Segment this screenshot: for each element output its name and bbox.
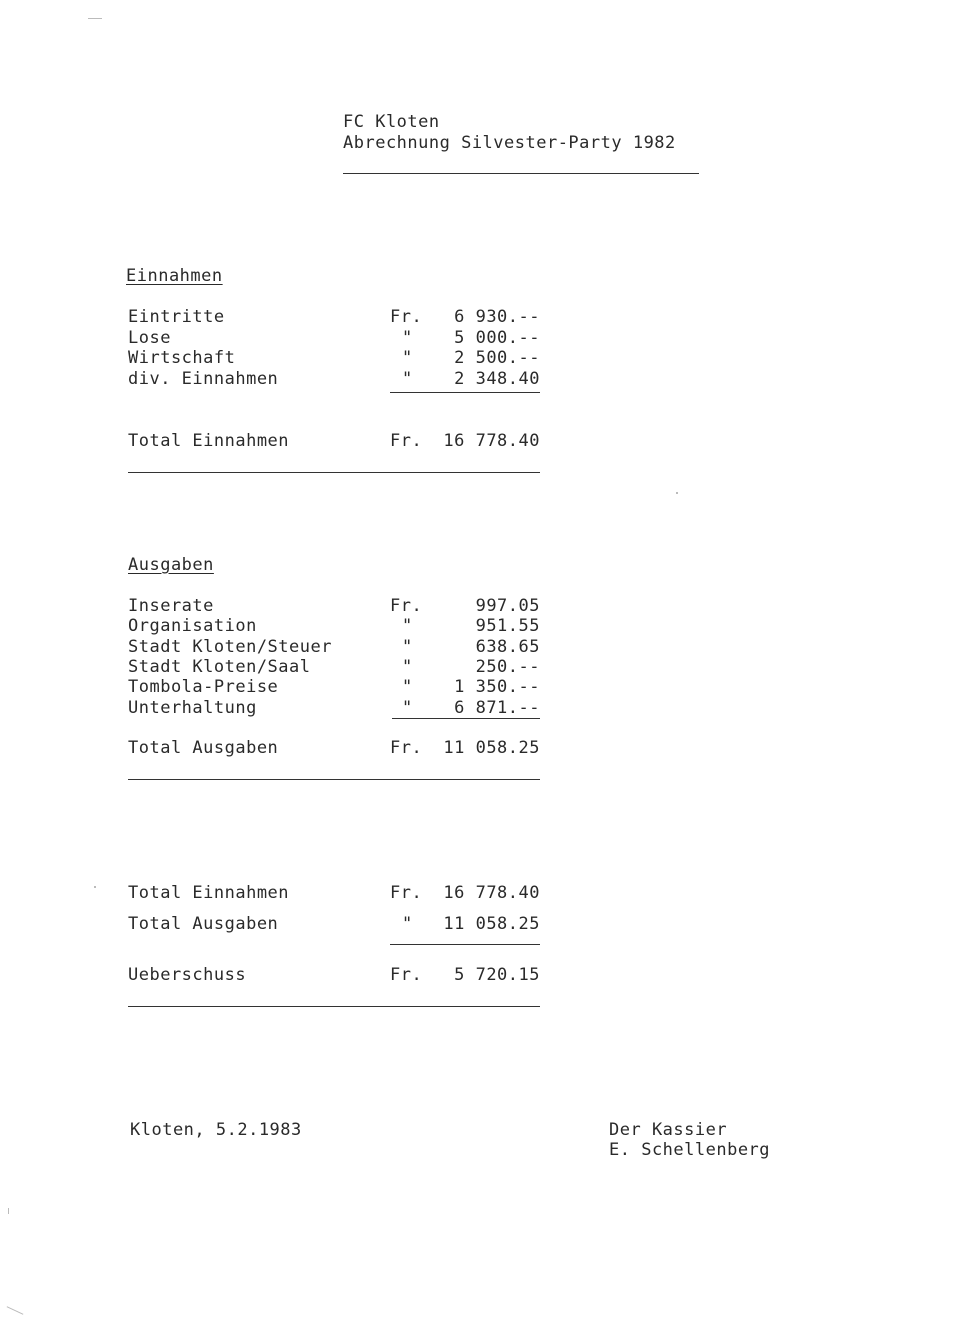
result-row — [0, 965, 960, 986]
total-rule — [128, 472, 540, 473]
subtotal-rule — [390, 392, 540, 393]
row-amount: 5 000.-- — [454, 328, 540, 348]
table-row — [0, 657, 960, 678]
row-label: Eintritte — [128, 307, 225, 327]
summary-label: Total Einnahmen — [128, 883, 290, 903]
row-label: Lose — [128, 328, 171, 348]
subtotal-rule — [390, 944, 540, 945]
row-currency: Fr. — [390, 596, 423, 616]
row-amount: 6 930.-- — [454, 307, 540, 327]
row-label: Inserate — [128, 596, 214, 616]
row-amount: 250.-- — [475, 657, 540, 677]
scan-speck — [676, 492, 678, 494]
result-currency: Fr. — [390, 965, 423, 985]
row-amount: 1 350.-- — [454, 677, 540, 697]
row-currency: " — [402, 348, 413, 368]
row-label: Wirtschaft — [128, 348, 236, 368]
row-label: Tombola-Preise — [128, 677, 279, 697]
table-row — [0, 637, 960, 658]
summary-row — [0, 883, 960, 904]
table-row — [0, 616, 960, 637]
row-label: Stadt Kloten/Steuer — [128, 637, 332, 657]
row-label: Organisation — [128, 616, 257, 636]
row-currency: Fr. — [390, 307, 423, 327]
club-name: FC Kloten — [343, 112, 440, 132]
scan-speck — [8, 1208, 9, 1214]
row-amount: 2 348.40 — [454, 369, 540, 389]
table-row — [0, 307, 960, 328]
row-amount: 6 871.-- — [454, 698, 540, 718]
document-title: Abrechnung Silvester-Party 1982 — [343, 133, 676, 153]
total-row — [0, 431, 960, 452]
row-currency: " — [402, 616, 413, 636]
table-row — [0, 348, 960, 369]
place-date: Kloten, 5.2.1983 — [130, 1120, 302, 1140]
signature-name: E. Schellenberg — [609, 1140, 771, 1160]
table-row — [0, 328, 960, 349]
total-label: Total Ausgaben — [128, 738, 279, 758]
summary-label: Total Ausgaben — [128, 914, 279, 934]
total-amount: 11 058.25 — [443, 738, 540, 758]
result-rule — [128, 1006, 540, 1007]
total-rule — [128, 779, 540, 780]
row-currency: " — [402, 369, 413, 389]
signature-role: Der Kassier — [609, 1120, 728, 1140]
row-currency: " — [402, 677, 413, 697]
scan-speck — [7, 1306, 24, 1315]
summary-amount: 11 058.25 — [443, 914, 540, 934]
total-currency: Fr. — [390, 431, 423, 451]
table-row — [0, 369, 960, 390]
row-currency: " — [402, 657, 413, 677]
summary-amount: 16 778.40 — [443, 883, 540, 903]
row-amount: 638.65 — [475, 637, 540, 657]
section-heading-einnahmen: Einnahmen — [126, 266, 223, 286]
result-amount: 5 720.15 — [454, 965, 540, 985]
table-row — [0, 596, 960, 617]
total-amount: 16 778.40 — [443, 431, 540, 451]
summary-currency: " — [402, 914, 413, 934]
total-currency: Fr. — [390, 738, 423, 758]
row-amount: 997.05 — [475, 596, 540, 616]
row-amount: 2 500.-- — [454, 348, 540, 368]
title-underline — [343, 173, 699, 174]
summary-row — [0, 914, 960, 935]
table-row — [0, 677, 960, 698]
total-row — [0, 738, 960, 759]
table-row — [0, 698, 960, 719]
total-label: Total Einnahmen — [128, 431, 290, 451]
row-currency: " — [402, 698, 413, 718]
row-amount: 951.55 — [475, 616, 540, 636]
row-label: Stadt Kloten/Saal — [128, 657, 311, 677]
summary-currency: Fr. — [390, 883, 423, 903]
scan-speck — [88, 18, 102, 19]
result-label: Ueberschuss — [128, 965, 247, 985]
subtotal-rule — [392, 718, 540, 719]
row-currency: " — [402, 637, 413, 657]
row-currency: " — [402, 328, 413, 348]
row-label: div. Einnahmen — [128, 369, 279, 389]
section-heading-ausgaben: Ausgaben — [128, 555, 214, 575]
scan-speck — [94, 886, 96, 888]
row-label: Unterhaltung — [128, 698, 257, 718]
